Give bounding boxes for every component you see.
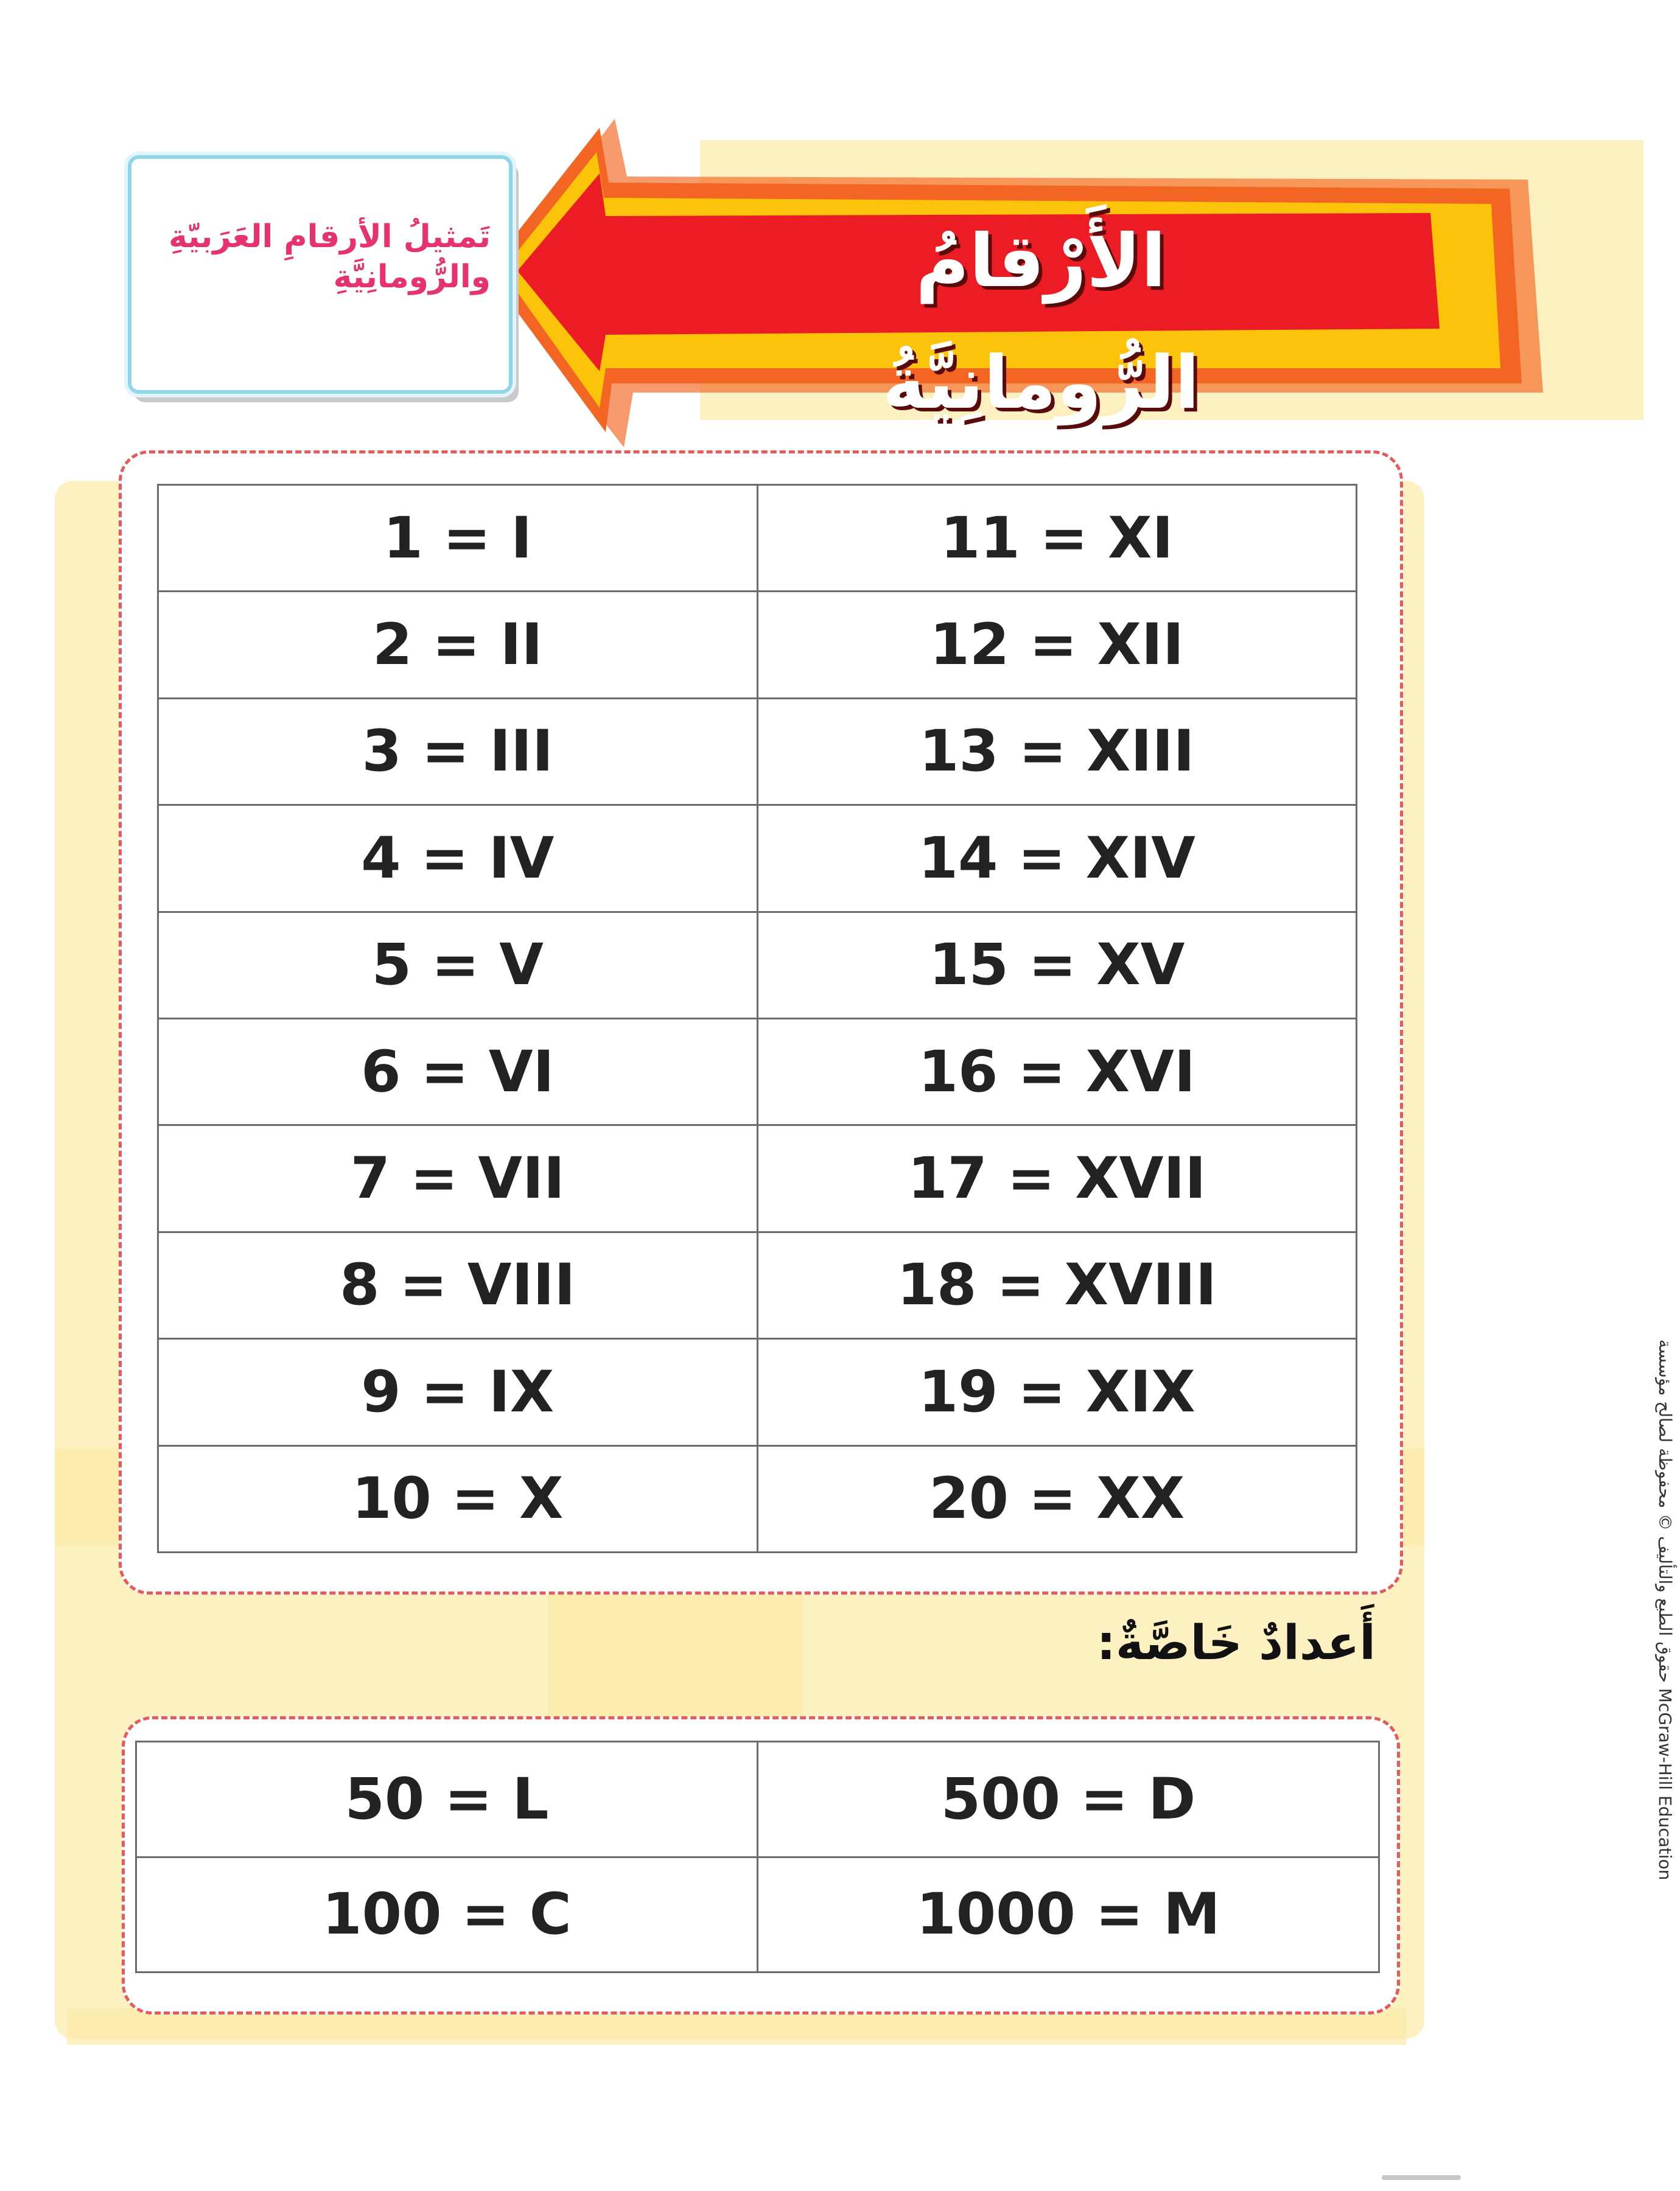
roman-numerals-table bbox=[157, 484, 1357, 1553]
table-cell-right: 500 = D bbox=[758, 1742, 1379, 1857]
special-numbers-table bbox=[135, 1741, 1380, 1973]
table-cell-right: 18 = XVIII bbox=[757, 1232, 1357, 1338]
table-row bbox=[136, 1742, 1379, 1857]
table-cell-right: 15 = XV bbox=[757, 912, 1357, 1018]
table-cell-left: 50 = L bbox=[136, 1742, 758, 1857]
table-row bbox=[158, 1232, 1357, 1338]
table-cell-left: 10 = X bbox=[158, 1445, 758, 1552]
table-cell-left: 1 = I bbox=[158, 485, 758, 592]
table-row bbox=[158, 592, 1357, 698]
table-row bbox=[158, 1018, 1357, 1125]
table-cell-left: 8 = VIII bbox=[158, 1232, 758, 1338]
lesson-note bbox=[128, 155, 513, 394]
scroll-indicator bbox=[1382, 2175, 1461, 2180]
table-cell-left: 4 = IV bbox=[158, 805, 758, 912]
table-row bbox=[158, 1339, 1357, 1445]
table-cell-left: 7 = VII bbox=[158, 1125, 758, 1232]
table-cell-right: 11 = XI bbox=[757, 485, 1357, 592]
table-cell-left: 100 = C bbox=[136, 1857, 758, 1973]
table-cell-left: 5 = V bbox=[158, 912, 758, 1018]
table-cell-right: 16 = XVI bbox=[757, 1018, 1357, 1125]
table-cell-right: 14 = XIV bbox=[757, 805, 1357, 912]
table-row bbox=[136, 1857, 1379, 1973]
background-texture-strip bbox=[548, 1576, 803, 1735]
table-cell-right: 17 = XVII bbox=[757, 1125, 1357, 1232]
table-row bbox=[158, 1445, 1357, 1552]
table-row bbox=[158, 1125, 1357, 1232]
table-row bbox=[158, 912, 1357, 1018]
page-title: الأَرْقامُ الرُّومانِيَّةُ bbox=[882, 219, 1200, 425]
table-cell-left: 9 = IX bbox=[158, 1339, 758, 1445]
table-cell-right: 12 = XII bbox=[757, 592, 1357, 698]
table-cell-right: 13 = XIII bbox=[757, 698, 1357, 805]
table-cell-right: 19 = XIX bbox=[757, 1339, 1357, 1445]
table-row bbox=[158, 698, 1357, 805]
table-row bbox=[158, 485, 1357, 592]
special-numbers-heading: أَعدادٌ خَاصَّةٌ: bbox=[1096, 1616, 1376, 1671]
copyright-notice: حقوق الطبع والتأليف © محفوظة لصالح مؤسسة McGraw-Hill Education bbox=[1655, 1339, 1675, 1881]
table-cell-right: 20 = XX bbox=[757, 1445, 1357, 1552]
lesson-note-text: تَمثيلُ الأرقامِ العَرَبيّةِ والرُّومانِيَّةِ bbox=[169, 218, 491, 295]
table-cell-left: 2 = II bbox=[158, 592, 758, 698]
table-cell-left: 6 = VI bbox=[158, 1018, 758, 1125]
table-cell-left: 3 = III bbox=[158, 698, 758, 805]
table-cell-right: 1000 = M bbox=[758, 1857, 1379, 1973]
table-row bbox=[158, 805, 1357, 912]
